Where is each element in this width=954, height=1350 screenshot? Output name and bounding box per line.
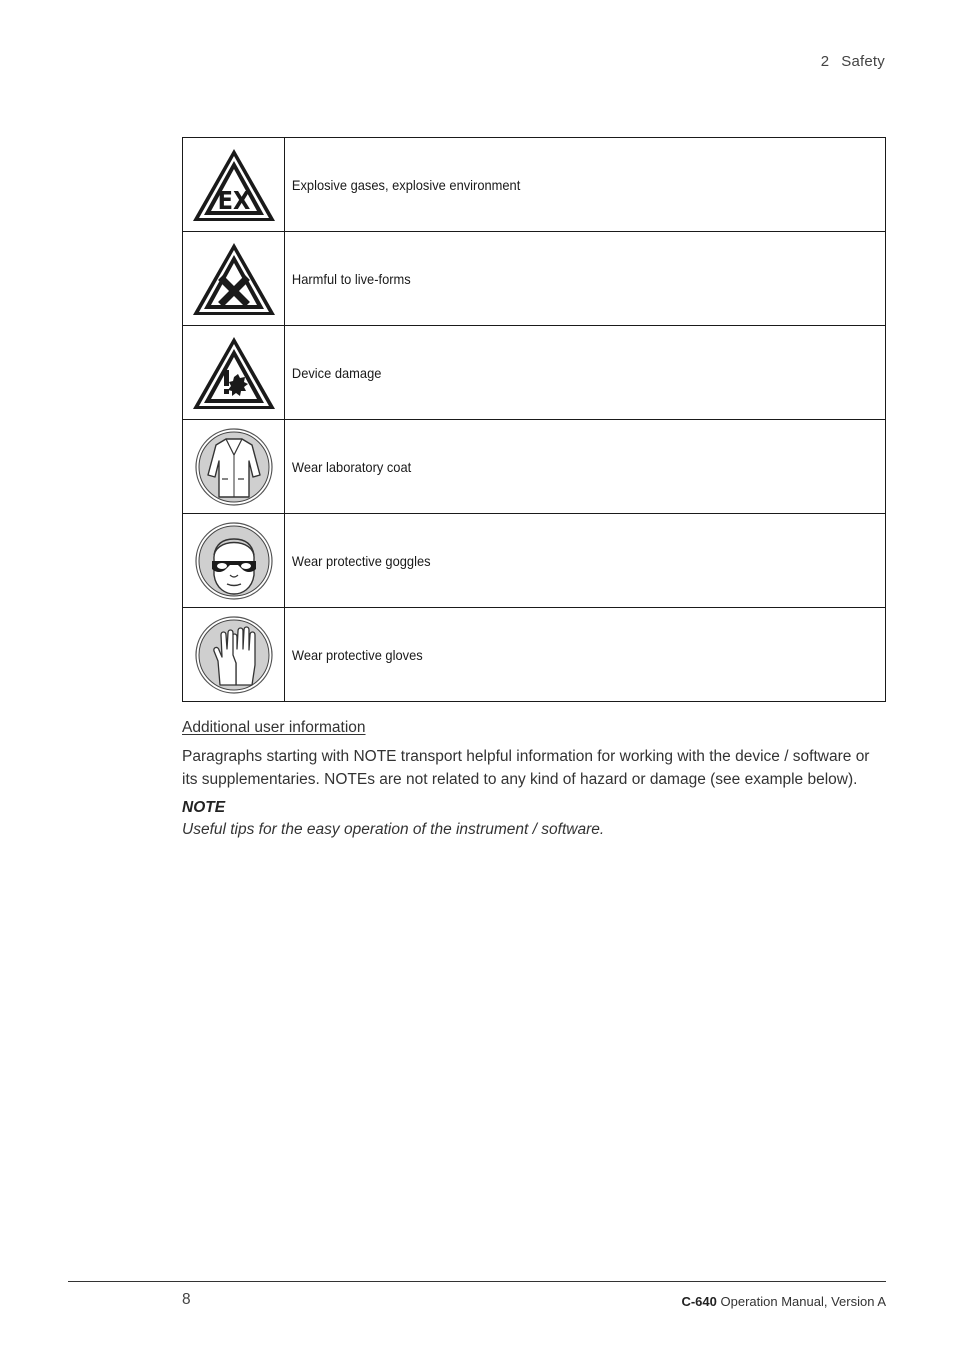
symbol-label: Wear protective goggles bbox=[285, 514, 838, 608]
running-header bbox=[821, 53, 885, 70]
note-text: Useful tips for the easy operation of the instrument / software. bbox=[182, 821, 605, 838]
table-row bbox=[183, 326, 886, 420]
table-row bbox=[183, 514, 886, 608]
symbol-label: Wear laboratory coat bbox=[285, 420, 838, 514]
note-title: NOTE bbox=[182, 799, 226, 816]
svg-text:EX: EX bbox=[217, 185, 250, 215]
gloves-icon bbox=[194, 615, 274, 695]
footer-divider bbox=[68, 1281, 886, 1282]
device-damage-warning-icon bbox=[190, 333, 278, 413]
harmful-warning-icon bbox=[190, 239, 278, 319]
goggles-icon bbox=[194, 521, 274, 601]
page-number: 8 bbox=[182, 1291, 191, 1308]
explosive-warning-icon bbox=[190, 145, 278, 225]
section-number: 2 bbox=[820, 53, 830, 70]
symbol-label: Wear protective gloves bbox=[285, 608, 838, 702]
table-row bbox=[183, 232, 886, 326]
footer-document-title bbox=[681, 1294, 886, 1309]
safety-symbols-table bbox=[182, 137, 886, 702]
table-row bbox=[183, 420, 886, 514]
section-title: Safety bbox=[841, 53, 885, 70]
symbol-label: Harmful to live-forms bbox=[285, 232, 838, 326]
note-explanation-paragraph: Paragraphs starting with NOTE transport helpful information for working with the device / software or its supplementaries. NOTEs are not related to any kind of hazard or damage (see example below). bbox=[182, 748, 870, 788]
product-name: C-640 bbox=[681, 1294, 717, 1309]
lab-coat-icon bbox=[194, 427, 274, 507]
additional-info-heading: Additional user information bbox=[182, 719, 366, 736]
symbol-label: Device damage bbox=[285, 326, 838, 420]
table-row bbox=[183, 608, 886, 702]
symbol-label: Explosive gases, explosive environment bbox=[285, 138, 838, 232]
table-row bbox=[183, 138, 886, 232]
manual-version: Operation Manual, Version A bbox=[716, 1294, 886, 1309]
